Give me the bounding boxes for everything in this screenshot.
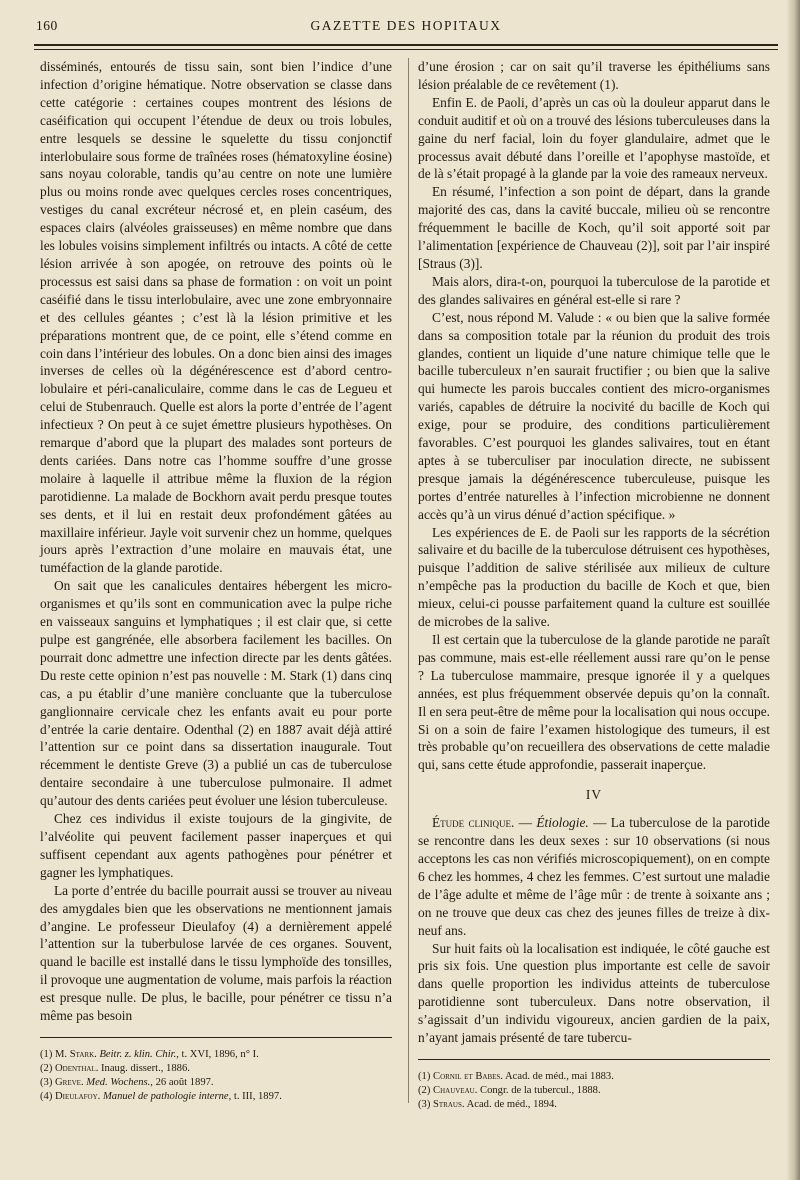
journal-title: GAZETTE DES HOPITAUX xyxy=(310,18,502,33)
right-column xyxy=(418,58,770,1112)
body-paragraph: Les expériences de E. de Paoli sur les rapports de la sécrétion salivaire et du bacille de la tuberculose détruisent ces hypothèses, puisque l’addition de salive stérilisée aux milieux de culture n’empêche pas la production du bacille de Koch et que, bien mieux, celui-ci pousse parfaitement quand la culture est souillée de microbes de la salive. xyxy=(418,524,770,630)
body-paragraph: On sait que les canalicules dentaires hébergent les micro-organismes et qu’ils sont en communication avec la pulpe riche en vaisseaux sanguins et lymphatiques ; il est clair que, si cette pulpe est gangrénée, elle absorbera facilement les bacilles. On pourrait donc admettre une infection directe par les dents gâtées. Du reste cette opinion n’est pas nouvelle : M. Stark (1) dans cinq cas, a pu établir d’une manière concluante que la tuberculose ganglionnaire cervicale chez les enfants avait eu pour porte d’entrée la carie dentaire. Odenthal (2) en 1887 avait déjà attiré l’attention sur ce point dans sa dissertation inaugurale. Tout récemment le dentiste Greve (3) a publié un cas de tuberculose dentaire secondaire à une tuberculose pulmonaire. Il admet qu’autour des dents cariées peut évoluer une lésion tuberculeuse. xyxy=(40,578,392,809)
section-heading: IV xyxy=(585,787,603,803)
footnote: (1) Cornil et Babes. Acad. de méd., mai 1883. xyxy=(418,1070,614,1082)
footnote: (3) Straus. Acad. de méd., 1894. xyxy=(418,1098,557,1110)
body-paragraph: Mais alors, dira-t-on, pourquoi la tuberculose de la parotide et des glandes salivaires en général est-elle si rare ? xyxy=(418,273,770,307)
body-paragraph: La porte d’entrée du bacille pourrait aussi se trouver au niveau des amygdales bien que les observations ne mentionnent jamais d’angine. Le professeur Dieulafoy (4) a dernièrement appelé l’attention sur la tuberbulose larvée de ces organes. Souvent, quand le bacille est installé dans le tissu lymphoïde des tonsilles, il provoque une augmentation de volume, mais parfois la réaction est presque nulle. De plus, le bacille, pour pénétrer ce tissu n’a même pas besoin xyxy=(40,882,392,1024)
page-number: 160 xyxy=(36,18,58,33)
footnote: (4) Dieulafoy. Manuel de pathologie interne, t. III, 1897. xyxy=(40,1090,282,1102)
body-paragraph: disséminés, entourés de tissu sain, sont bien l’indice d’une infection d’origine hématique. Notre observation se classe dans cette catégorie : certaines coupes montrent des lésions de caséification qui occupent l’étendue de deux ou trois lobules, entre lesquels se dessine le squelette du tissu conjonctif interlobulaire sous forme de traînées roses (hématoxyline éosine) sans noyau colorable, tandis qu’au centre on note une lumière plus ou moins ronde avec quelques cercles roses concentriques, vestiges du canal excréteur nécrosé et, en plein caséum, des espaces clairs (alvéoles graisseuses) en même nombre que dans les lobules voisins simplement infiltrés ou intacts. A côté de cette lésion arrivée à son apogée, on retrouve des points où le processus est saisi dans sa phase de formation : on voit un point caséifié dans le tissu interlobulaire, avec une zone embryonnaire et des cellules géantes ; c’est là la lésion primitive et les préparations montrent que, de ce point, elle s’étend comme en coin dans l’intérieur des lobules. On a donc bien ainsi des images inverses de celles où la dégénérescence est d’abord centro-lobulaire et péri-canaliculaire, comme dans le cas de Legueu et celui de Stubenrauch. Quelle est alors la porte d’entrée de l’agent infectieux ? On peut à ce sujet émettre plusieurs hypothèses. On remarque d’abord que la plupart des malades sont porteurs de dents cariées. Dans notre cas l’homme souffre d’une grosse molaire à laquelle il attribue même la fluxion de la région parotidienne. La malade de Bockhorn avait perdu presque toutes ses dents, et il lui en restait deux profondément gâtées au maxillaire inférieur. Jayle voit survenir chez un homme, quelques jours après l’extraction d’une molaire en mauvais état, une tuméfaction de la glande parotide. xyxy=(40,59,392,576)
footnotes xyxy=(40,1048,392,1104)
section-sublabel: Étiologie. xyxy=(536,815,589,831)
header-rule xyxy=(34,44,778,46)
body-paragraph: Sur huit faits où la localisation est indiquée, le côté gauche est pris six fois. Une question plus importante est celle de savoir dans quelle proportion les individus atteints de tuberculose parotidienne sont tuberculeux. Dans notre observation, il s’agissait d’un individu vigoureux, ancien gardien de la paix, n’ayant jamais présenté de tare tubercu- xyxy=(418,940,770,1046)
body-paragraph: Il est certain que la tuberculose de la glande parotide ne paraît pas commune, mais est-elle réellement aussi rare qu’on le pense ? La tuberculose mammaire, presque ignorée il y a quelques années, est plus fréquemment observée depuis qu’on la connaît. Il en sera peut-être de même pour la localisation qui nous occupe. Si on a soin de faire l’examen histologique des tumeurs, il est très probable qu’on recueillera des observations de cette maladie qui, sans cette étude approfondie, passerait inaperçue. xyxy=(418,632,770,773)
footnote: (1) M. Stark. Beitr. z. klin. Chir., t. XVI, 1896, n° I. xyxy=(40,1048,259,1060)
footnotes xyxy=(418,1070,770,1112)
footnote-rule xyxy=(40,1037,392,1038)
page-header xyxy=(36,18,776,38)
footnote-rule xyxy=(418,1059,770,1060)
body-paragraph: C’est, nous répond M. Valude : « ou bien que la salive formée dans sa composition totale par la réunion du produit des trois glandes, contient un liquide d’une nature chimique telle que le bacille tuberculeux n’en saurait fructifier ; ou bien que la salive qui humecte les parois buccales contient des micro-organismes variés, capables de détruire la nocivité du bacille de Koch qui exige, pour se produire, des conditions particulièrement favorables. C’est pourquoi les glandes salivaires, tout en étant aptes à se tuberculiser par inoculation directe, ne subissent presque jamais la dégénérescence tuberculeuse, puisque les portes d’entrée naturelles à l’infection microbienne ne donnent accès qu’à un virus dénué d’action spécifique. » xyxy=(418,309,770,522)
body-paragraph: Chez ces individus il existe toujours de la gingivite, de l’alvéolite qui peuvent facilement passer inaperçues et qui suffisent cependant aux agents pathogènes pour pénétrer et gagner les lymphatiques. xyxy=(40,811,392,880)
left-column xyxy=(40,58,392,1104)
column-divider xyxy=(408,58,409,1103)
body-paragraph: Étude clinique. — Étiologie. — La tuberculose de la parotide se rencontre dans les deux sexes : sur 10 observations (si nous acceptons les cas non vérifiés microscopiquement), on en compte 6 chez les hommes, 4 chez les femmes. C’est surtout une maladie de l’âge adulte et même de l’âge mûr : de trente à soixante ans ; on ne trouve que deux cas chez des jeunes filles de treize à dix-neuf ans. xyxy=(418,815,770,938)
footnote: (3) Greve. Med. Wochens., 26 août 1897. xyxy=(40,1076,214,1088)
footnote: (2) Chauveau. Congr. de la tubercul., 1888. xyxy=(418,1084,601,1096)
page-edge xyxy=(786,0,800,1180)
header-rule-thin xyxy=(34,49,778,50)
body-paragraph: Enfin E. de Paoli, d’après un cas où la douleur apparut dans le conduit auditif et où on a trouvé des lésions tuberculeuses dans la gaine du nerf facial, loin du foyer glandulaire, admet que le processus avait débuté dans l’oreille et l’apophyse mastoïde, et de là s’était propagé à la glande par la voie des rameaux nerveux. xyxy=(418,94,770,182)
section-label: Étude clinique. xyxy=(432,815,515,831)
footnote: (2) Odenthal. Inaug. dissert., 1886. xyxy=(40,1062,190,1074)
body-paragraph: En résumé, l’infection a son point de départ, dans la grande majorité des cas, dans la cavité buccale, milieu où se rencontre fréquemment le bacille de Koch, qu’il soit apporté soit par l’alimentation [expérience de Chauveau (2)], soit par l’air inspiré [Straus (3)]. xyxy=(418,184,770,271)
body-paragraph: d’une érosion ; car on sait qu’il traverse les épithéliums sans lésion préalable de ce revêtement (1). xyxy=(418,59,770,92)
